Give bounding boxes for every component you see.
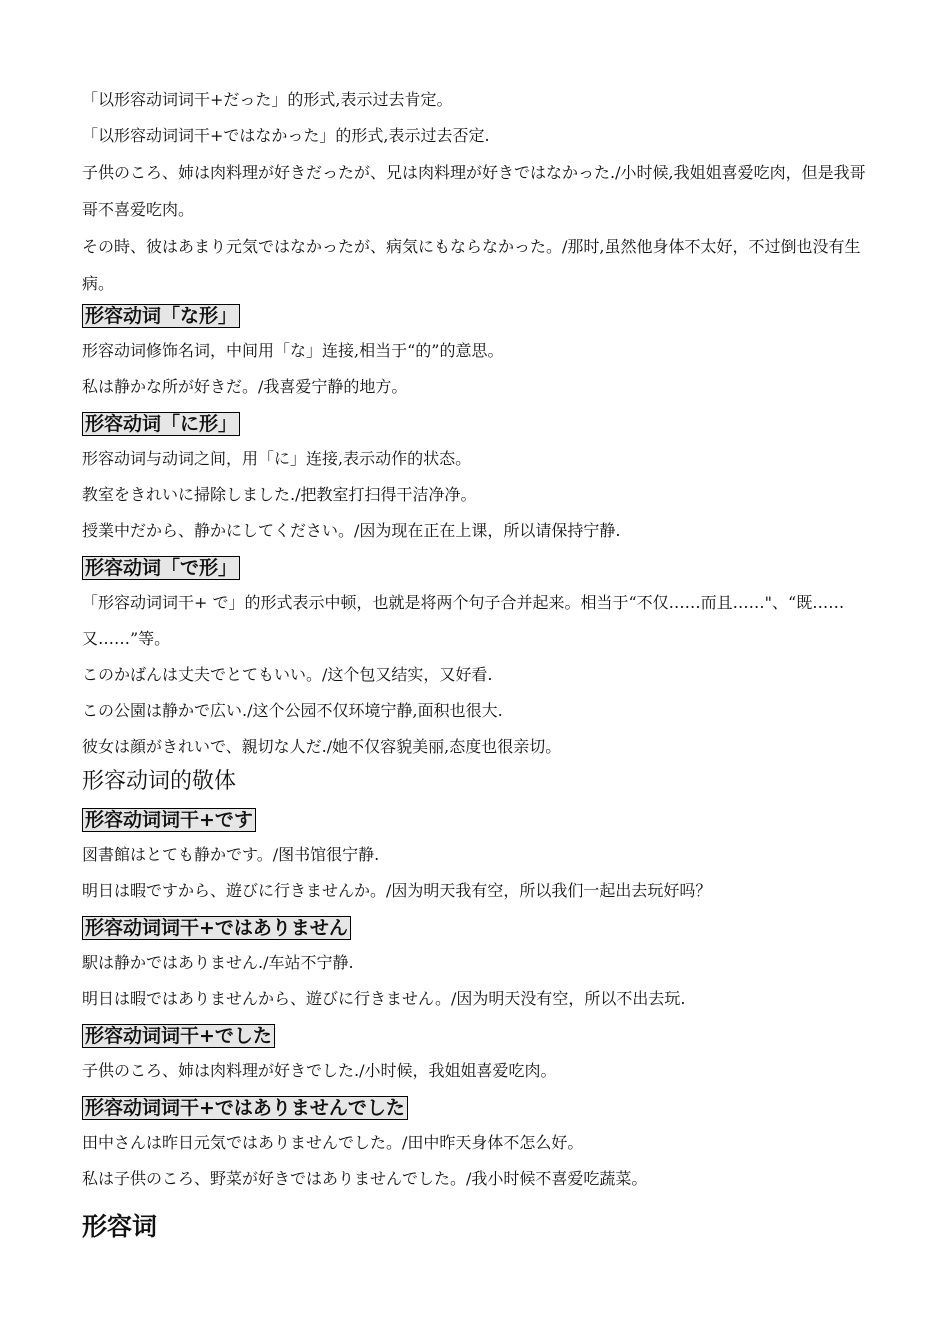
paragraph: 彼女は顔がきれいで、親切な人だ./她不仅容貌美丽,态度也很亲切。: [82, 737, 562, 756]
heading-ni-form-wrap: [82, 412, 880, 436]
heading-desu: 形容动词词干+です: [82, 808, 256, 832]
heading-de-form-wrap: [82, 556, 880, 580]
heading-adjectives-wrap: [82, 1212, 880, 1242]
section-desu: [82, 837, 880, 909]
paragraph: その時、彼はあまり元気ではなかったが、病気にもならなかった。/那时,虽然他身体不太好，不过倒也没有生病。: [82, 237, 861, 293]
paragraph: 私は静かな所が好きだ。/我喜爱宁静的地方。: [82, 377, 408, 396]
paragraph: 明日は暇ですから、遊びに行きませんか。/因为明天我有空，所以我们一起出去玩好吗？: [82, 881, 712, 900]
paragraph: 「以形容动词词干+ではなかった」的形式,表示过去否定.: [82, 126, 490, 145]
paragraph: 子供のころ、姉は肉料理が好きだったが、兄は肉料理が好きではなかった./小时候,我姐姐喜爱吃肉，但是我哥哥不喜爱吃肉。: [82, 163, 866, 219]
heading-na-form: 形容动词「な形」: [82, 304, 240, 328]
heading-dewa-arimasen-deshita-wrap: [82, 1096, 880, 1120]
subheading-polite-forms-wrap: [82, 768, 880, 796]
section-deshita: [82, 1053, 880, 1089]
heading-deshita-wrap: [82, 1024, 880, 1048]
heading-de-form: 形容动词「で形」: [82, 556, 240, 580]
paragraph: 「以形容动词词干+だった」的形式,表示过去肯定。: [82, 90, 453, 109]
paragraph: 「形容动词词干+ で」的形式表示中顿，也就是将两个句子合并起来。相当于“不仅……而且……"、“既……又……”等。: [82, 593, 845, 648]
section-na-form: [82, 333, 880, 405]
heading-ni-form: 形容动词「に形」: [82, 412, 240, 436]
paragraph: 授業中だから、静かにしてください。/因为现在正在上课，所以请保持宁静.: [82, 521, 621, 540]
paragraph: 形容动词修饰名词，中间用「な」连接,相当于“的”的意思。: [82, 341, 504, 360]
heading-dewa-arimasen: 形容动词词干+ではありません: [82, 916, 351, 940]
heading-dewa-arimasen-deshita: 形容动词词干+ではありませんでした: [82, 1096, 408, 1120]
heading-na-form-wrap: [82, 304, 880, 328]
paragraph: 形容动词与动词之间，用「に」连接,表示动作的状态。: [82, 449, 472, 468]
section-ni-form: [82, 441, 880, 549]
paragraph: 明日は暇ではありませんから、遊びに行きません。/因为明天没有空，所以不出去玩.: [82, 989, 686, 1008]
paragraph: 駅は静かではありません./车站不宁静.: [82, 953, 354, 972]
subheading-polite-forms: 形容动词的敬体: [82, 769, 237, 794]
paragraph: 子供のころ、姉は肉料理が好きでした./小时候，我姐姐喜爱吃肉。: [82, 1061, 557, 1080]
paragraph: 図書館はとても静かです。/图书馆很宁静.: [82, 845, 380, 864]
section-dewa-arimasen-deshita: [82, 1125, 880, 1197]
paragraph: 教室をきれいに掃除しました./把教室打扫得干洁净净。: [82, 485, 477, 504]
paragraph: 田中さんは昨日元気ではありませんでした。/田中昨天身体不怎么好。: [82, 1133, 584, 1152]
section-de-form: [82, 585, 880, 765]
heading-adjectives: 形容词: [82, 1212, 158, 1241]
section-past-forms: [82, 82, 880, 302]
heading-deshita: 形容动词词干+でした: [82, 1024, 275, 1048]
heading-dewa-arimasen-wrap: [82, 916, 880, 940]
paragraph: このかばんは丈夫でとてもいい。/这个包又结实，又好看.: [82, 665, 493, 684]
paragraph: 私は子供のころ、野菜が好きではありませんでした。/我小时候不喜爱吃蔬菜。: [82, 1169, 648, 1188]
section-dewa-arimasen: [82, 945, 880, 1017]
heading-desu-wrap: [82, 808, 880, 832]
paragraph: この公園は静かで広い./这个公园不仅环境宁静,面积也很大.: [82, 701, 503, 720]
